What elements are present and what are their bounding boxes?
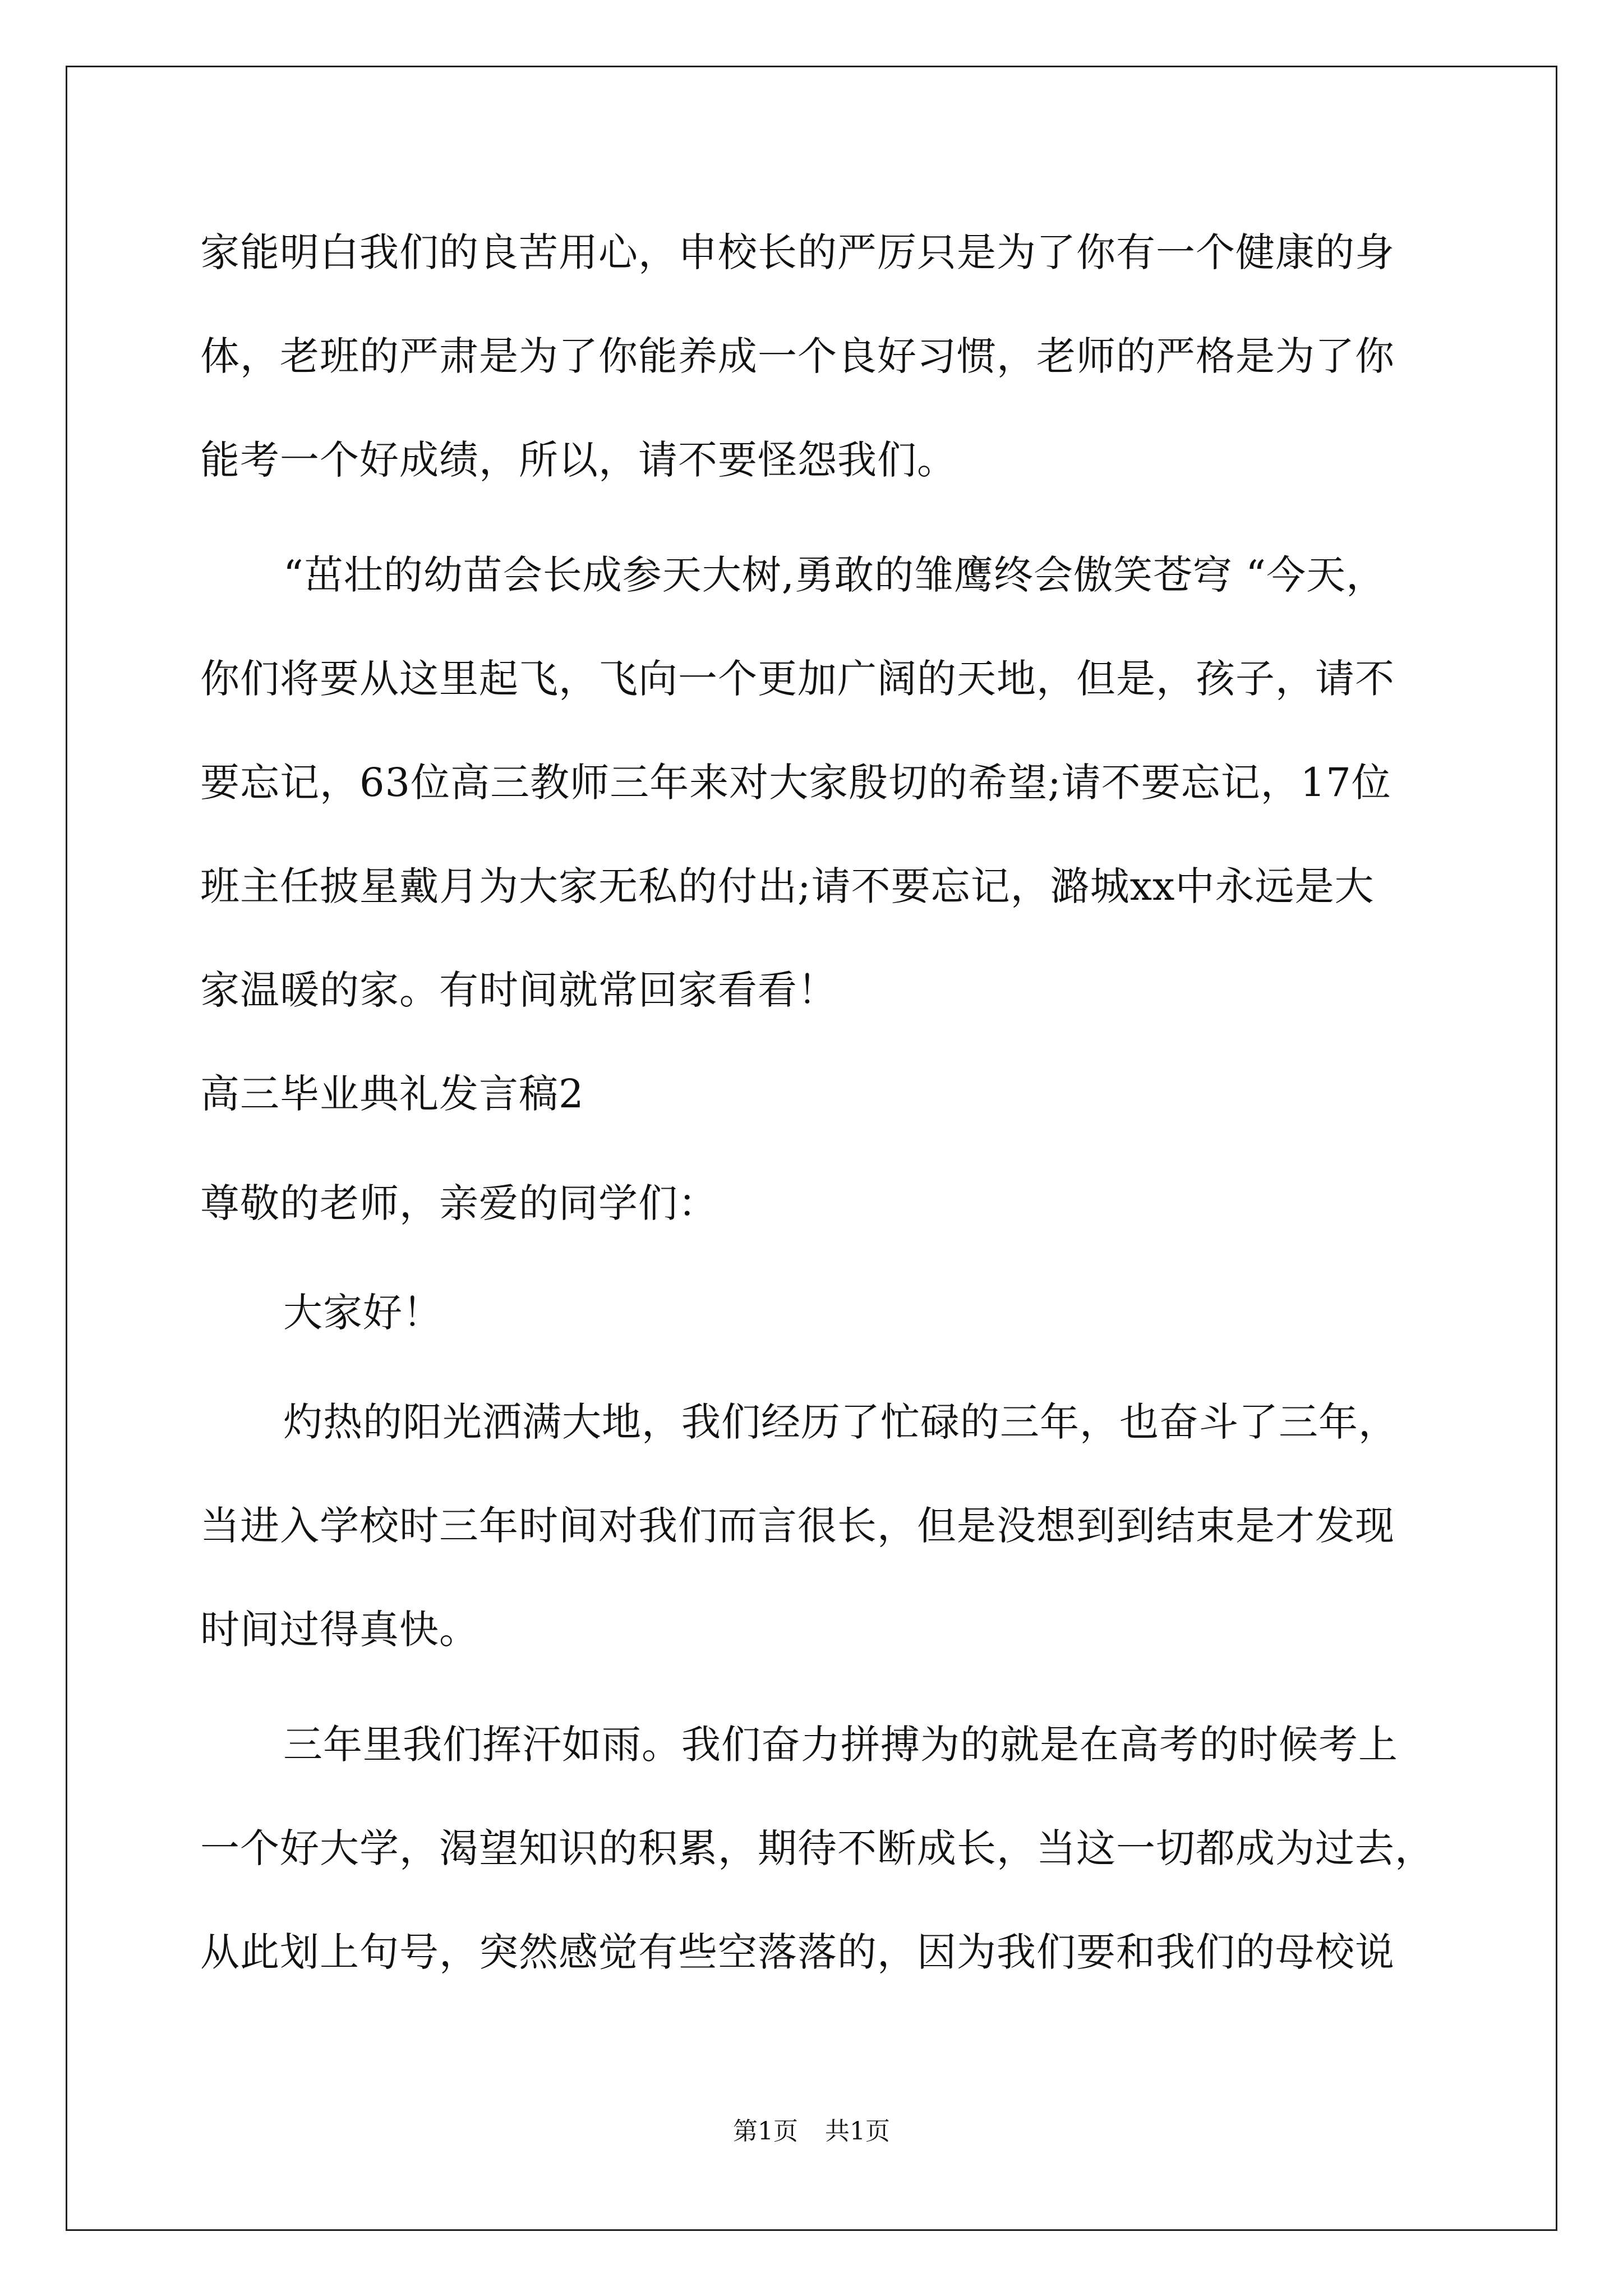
page-footer [0,2115,1623,2148]
salutation: 尊敬的老师，亲爱的同学们： [200,1180,718,1226]
body-line: 从此划上句号，突然感觉有些空落落的，因为我们要和我们的母校说 [200,1929,1395,1975]
greeting: 大家好！ [283,1290,442,1336]
section-heading: 高三毕业典礼发言稿2 [200,1071,584,1117]
body-line: 体，老班的严肃是为了你能养成一个良好习惯，老师的严格是为了你 [200,333,1395,379]
body-line: 灼热的阳光洒满大地，我们经历了忙碌的三年，也奋斗了三年， [283,1399,1398,1445]
body-line: 要忘记，63位高三教师三年来对大家殷切的希望;请不要忘记，17位 [200,760,1391,806]
body-line: 你们将要从这里起飞，飞向一个更加广阔的天地，但是，孩子，请不 [200,656,1395,702]
body-line: “茁壮的幼苗会长成参天大树,勇敢的雏鹰终会傲笑苍穹 “今天， [283,552,1386,598]
page-number: 第1页 [733,2117,798,2146]
body-line: 家能明白我们的良苦用心，申校长的严厉只是为了你有一个健康的身 [200,229,1395,275]
page-border [66,66,1557,2231]
body-line: 三年里我们挥汗如雨。我们奋力拼搏为的就是在高考的时候考上 [283,1722,1398,1768]
body-line: 能考一个好成绩，所以，请不要怪怨我们。 [200,437,957,483]
body-line: 家温暖的家。有时间就常回家看看！ [200,967,837,1013]
body-line: 一个好大学，渴望知识的积累，期待不断成长，当这一切都成为过去， [200,1825,1435,1871]
page-total: 共1页 [825,2117,890,2146]
body-line: 班主任披星戴月为大家无私的付出;请不要忘记，潞城xx中永远是大 [200,863,1375,909]
body-line: 时间过得真快。 [200,1607,479,1653]
body-line: 当进入学校时三年时间对我们而言很长，但是没想到到结束是才发现 [200,1503,1395,1549]
